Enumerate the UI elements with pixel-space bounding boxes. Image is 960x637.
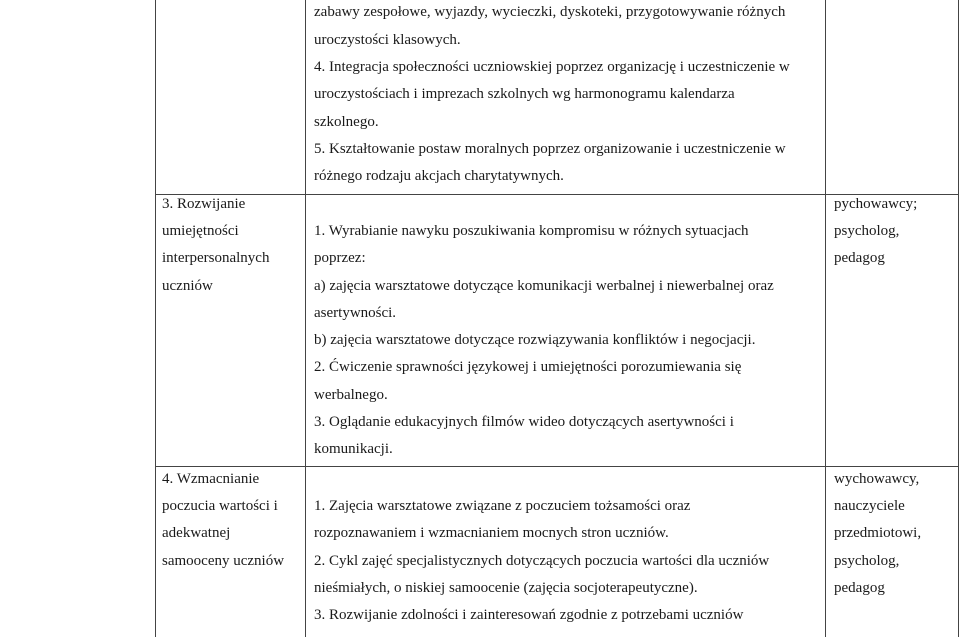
responsible-line: psycholog, — [834, 223, 900, 239]
content-line: 2. Cykl zajęć specjalistycznych dotyczących poczucia wartości dla uczniów — [314, 553, 770, 569]
table-column-divider — [305, 0, 306, 637]
area-line: umiejętności — [162, 223, 239, 239]
content-line: 2. Ćwiczenie sprawności językowej i umiejętności porozumiewania się — [314, 359, 742, 375]
content-line: 3. Oglądanie edukacyjnych filmów wideo dotyczących asertywności i — [314, 414, 734, 430]
content-line: poprzez: — [314, 250, 366, 266]
area-line: 3. Rozwijanie — [162, 196, 246, 212]
content-line: a) zajęcia warsztatowe dotyczące komunikacji werbalnej i niewerbalnej oraz — [314, 278, 774, 294]
content-line: nieśmiałych, o niskiej samoocenie (zajęcia socjoterapeutyczne). — [314, 580, 698, 596]
responsible-line: nauczyciele — [834, 498, 905, 514]
content-line: 1. Wyrabianie nawyku poszukiwania kompromisu w różnych sytuacjach — [314, 223, 749, 239]
content-line: b) zajęcia warsztatowe dotyczące rozwiązywania konfliktów i negocjacji. — [314, 332, 756, 348]
content-line: uroczystości klasowych. — [314, 32, 461, 48]
area-line: poczucia wartości i — [162, 498, 278, 514]
table-border-left — [155, 0, 156, 637]
content-line: 4. Integracja społeczności uczniowskiej poprzez organizację i uczestniczenie w — [314, 59, 790, 75]
content-line: 3. Rozwijanie zdolności i zainteresowań zgodnie z potrzebami uczniów — [314, 607, 744, 623]
content-line: różnego rodzaju akcjach charytatywnych. — [314, 168, 564, 184]
content-line: asertywności. — [314, 305, 397, 321]
responsible-line: psycholog, — [834, 553, 900, 569]
area-line: adekwatnej — [162, 525, 231, 541]
table-column-divider — [825, 0, 826, 637]
area-line: interpersonalnych — [162, 250, 270, 266]
responsible-line: pedagog — [834, 580, 885, 596]
content-line: uroczystościach i imprezach szkolnych wg harmonogramu kalendarza — [314, 86, 735, 102]
content-line: szkolnego. — [314, 114, 379, 130]
content-line: 5. Kształtowanie postaw moralnych poprzez organizowanie i uczestniczenie w — [314, 141, 786, 157]
table-row-divider — [155, 466, 959, 467]
content-line: komunikacji. — [314, 441, 393, 457]
responsible-line: przedmiotowi, — [834, 525, 922, 541]
responsible-line: wychowawcy, — [834, 471, 920, 487]
table-border-right — [958, 0, 959, 637]
content-line: zabawy zespołowe, wyjazdy, wycieczki, dyskoteki, przygotowywanie różnych — [314, 4, 786, 20]
responsible-line: pychowawcy; — [834, 196, 918, 212]
area-line: samooceny uczniów — [162, 553, 285, 569]
content-line: 1. Zajęcia warsztatowe związane z poczuciem tożsamości oraz — [314, 498, 691, 514]
area-line: 4. Wzmacnianie — [162, 471, 260, 487]
area-line: uczniów — [162, 278, 213, 294]
responsible-line: pedagog — [834, 250, 885, 266]
content-line: werbalnego. — [314, 387, 388, 403]
content-line: rozpoznawaniem i wzmacnianiem mocnych stron uczniów. — [314, 525, 669, 541]
